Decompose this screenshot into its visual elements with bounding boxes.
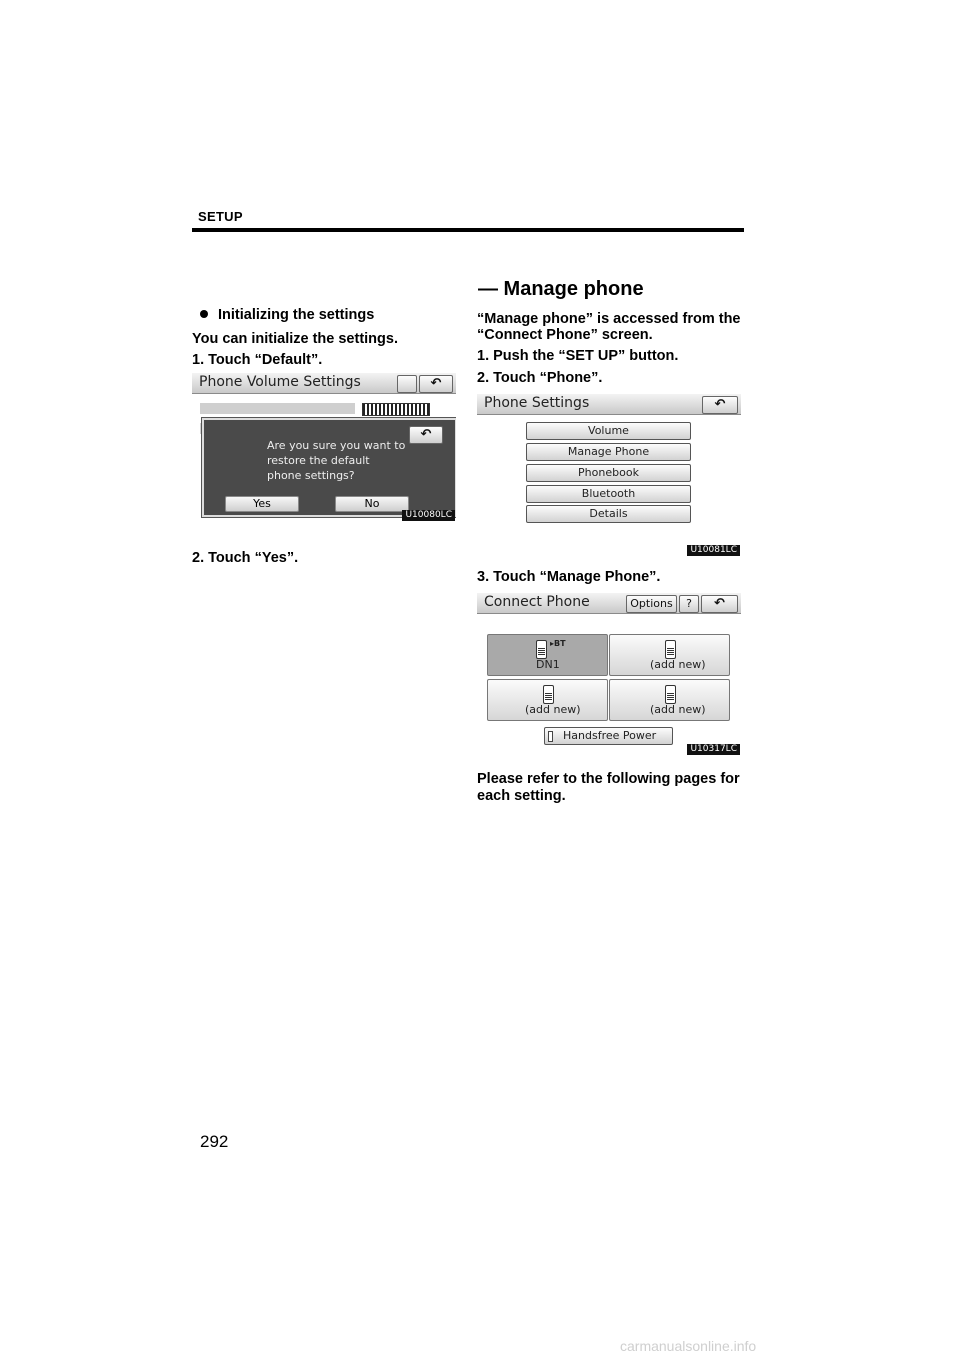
yes-button[interactable]: Yes: [225, 496, 299, 512]
back-button[interactable]: [701, 595, 738, 613]
phone-slot-3[interactable]: [487, 679, 608, 721]
no-button[interactable]: No: [335, 496, 409, 512]
screen-title: Phone Volume Settings: [199, 374, 361, 390]
handsfree-label: Handsfree Power: [563, 729, 657, 742]
phone-slot-1[interactable]: [487, 634, 608, 676]
dialog-line: restore the default: [267, 454, 370, 467]
bluetooth-status-icon: ▸BT: [550, 639, 566, 648]
mobile-phone-icon: [536, 640, 547, 659]
figure-code: U10317LC: [687, 744, 740, 755]
indicator-icon: [548, 731, 553, 742]
left-intro: You can initialize the settings.: [192, 331, 398, 347]
tile-label: DN1: [536, 658, 560, 671]
mobile-phone-icon: [665, 685, 676, 704]
header-rule: [192, 228, 744, 232]
screen-titlebar: [477, 394, 741, 415]
help-button[interactable]: ?: [679, 595, 699, 613]
right-outro-line: each setting.: [477, 788, 566, 804]
connect-phone-screen: [477, 593, 741, 757]
right-step-3: 3. Touch “Manage Phone”.: [477, 569, 661, 585]
phone-slot-4[interactable]: [609, 679, 730, 721]
footer-watermark[interactable]: carmanualsonline.info: [620, 1338, 757, 1354]
page-number: 292: [200, 1132, 229, 1151]
screen-titlebar: [477, 593, 741, 614]
phonebook-button[interactable]: Phonebook: [526, 464, 691, 482]
return-arrow-icon: ↶: [714, 397, 726, 412]
right-intro-line: “Connect Phone” screen.: [477, 327, 653, 343]
mobile-phone-icon: [665, 640, 676, 659]
phone-slot-2[interactable]: [609, 634, 730, 676]
tile-label: (add new): [650, 658, 706, 671]
return-arrow-icon: ↶: [420, 427, 432, 442]
right-step-1: 1. Push the “SET UP” button.: [477, 348, 679, 364]
bullet-icon: [200, 310, 208, 318]
section-title: — Manage phone: [478, 278, 644, 300]
right-step-2: 2. Touch “Phone”.: [477, 370, 603, 386]
phone-settings-screen: [477, 394, 741, 556]
manage-phone-button[interactable]: Manage Phone: [526, 443, 691, 461]
screen-titlebar: [192, 373, 456, 394]
options-button[interactable]: Options: [626, 595, 677, 613]
confirm-dialog: [202, 418, 456, 517]
right-outro-line: Please refer to the following pages for: [477, 771, 740, 787]
details-button[interactable]: Details: [526, 505, 691, 523]
bullet-heading: [200, 305, 374, 325]
dialog-line: phone settings?: [267, 469, 355, 482]
ringtone-row: [200, 403, 355, 414]
tile-label: (add new): [525, 703, 581, 716]
running-header: SETUP: [198, 209, 243, 224]
right-intro-line: “Manage phone” is accessed from the: [477, 311, 741, 327]
left-step-2: 2. Touch “Yes”.: [192, 550, 299, 566]
volume-button[interactable]: Volume: [526, 422, 691, 440]
default-button[interactable]: [397, 375, 417, 393]
bullet-heading-text: Initializing the settings: [218, 307, 375, 323]
back-button[interactable]: [702, 396, 738, 414]
return-arrow-icon: ↶: [714, 596, 725, 611]
phone-volume-settings-screen: [192, 373, 456, 523]
back-button[interactable]: [419, 375, 453, 393]
screen-title: Connect Phone: [484, 594, 590, 610]
return-arrow-icon: ↶: [430, 376, 442, 391]
bluetooth-button[interactable]: Bluetooth: [526, 485, 691, 503]
tile-label: (add new): [650, 703, 706, 716]
volume-bar[interactable]: [362, 403, 430, 416]
dialog-line: Are you sure you want to: [267, 439, 406, 452]
left-step-1: 1. Touch “Default”.: [192, 352, 323, 368]
screen-title: Phone Settings: [484, 395, 590, 411]
handsfree-power-button[interactable]: [544, 727, 673, 745]
mobile-phone-icon: [543, 685, 554, 704]
figure-code: U10080LC: [402, 510, 455, 521]
dialog-message: [267, 438, 437, 483]
figure-code: U10081LC: [687, 545, 740, 556]
